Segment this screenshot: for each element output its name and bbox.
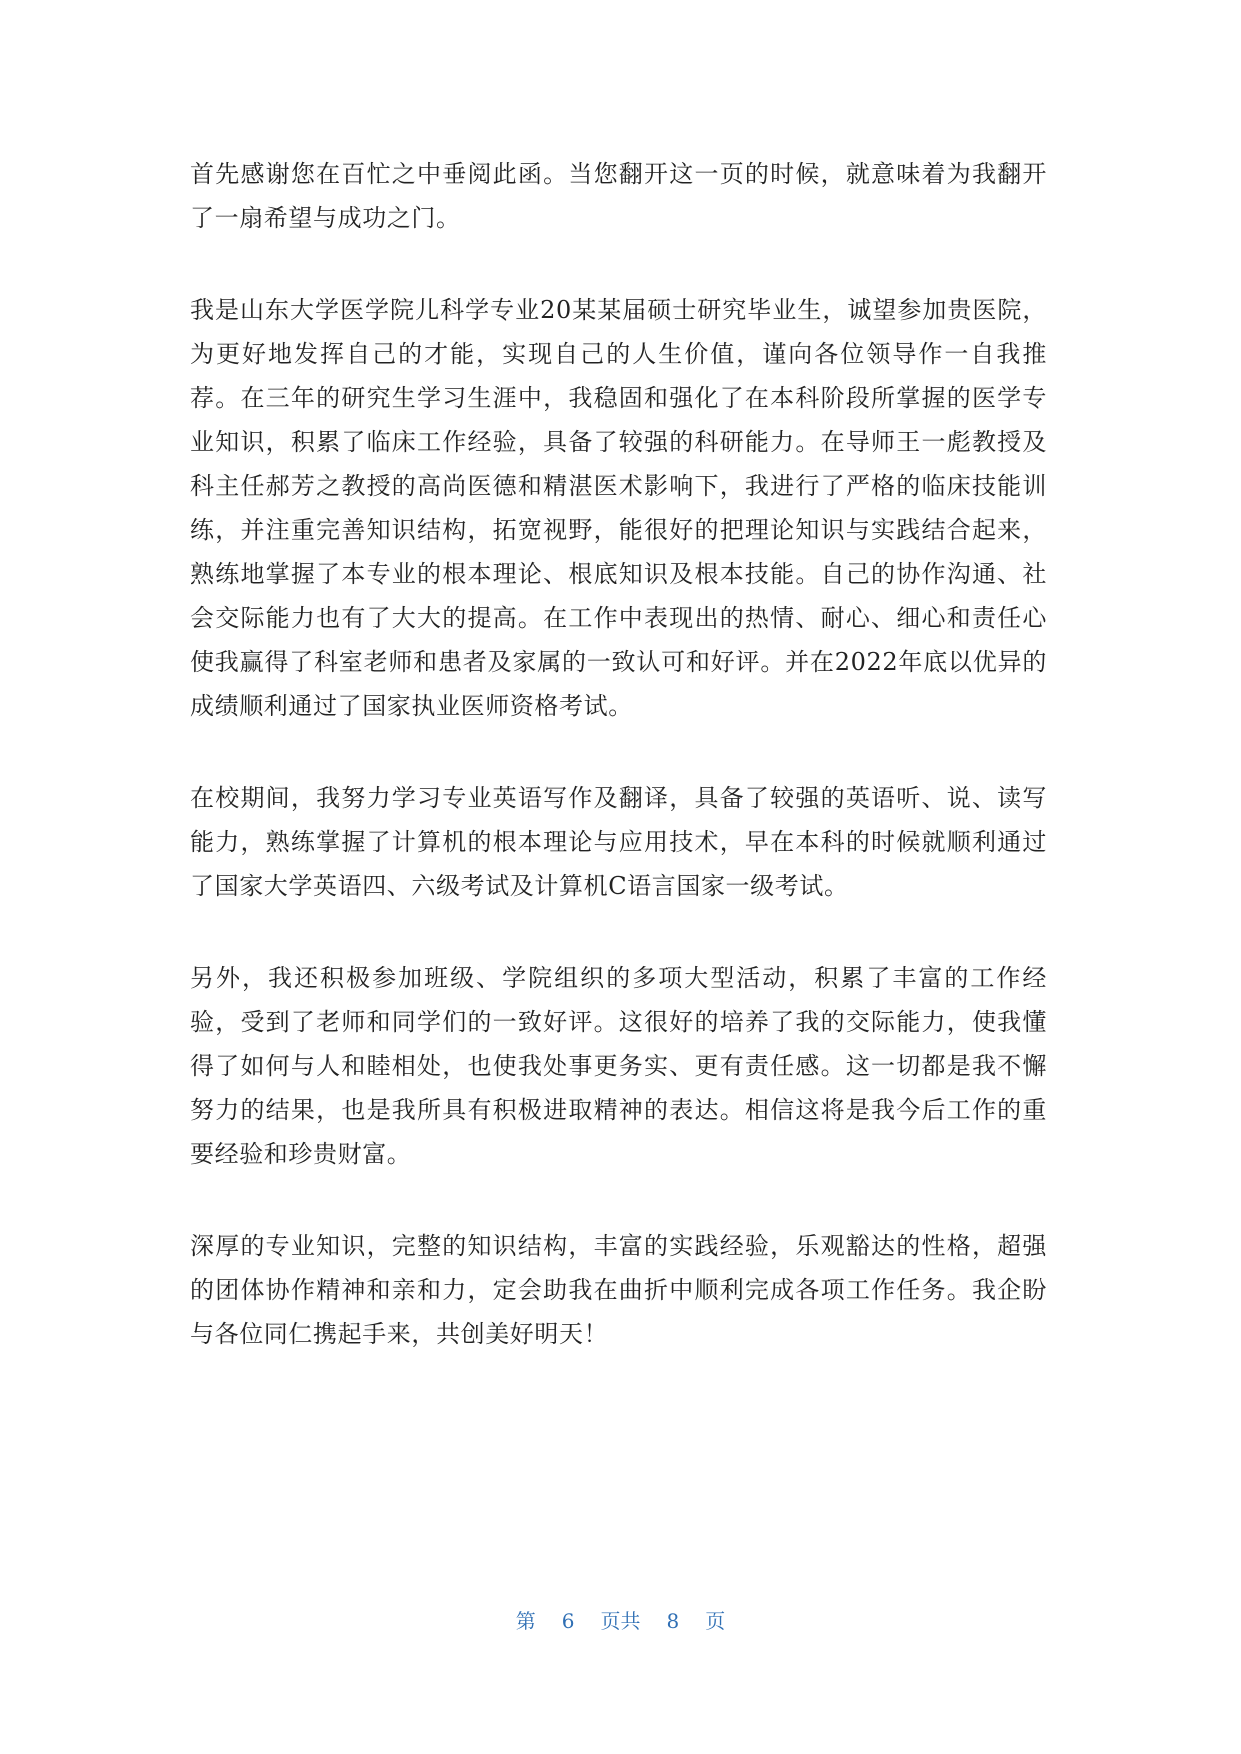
footer-middle: 页共 [600,1609,641,1633]
paragraph-skills: 在校期间，我努力学习专业英语写作及翻译，具备了较强的英语听、说、读写能力，熟练掌握了计算机的根本理论与应用技术，早在本科的时候就顺利通过了国家大学英语四、六级考试及计算机C语言国家一级考试。 [190,784,1047,900]
paragraph-intro: 首先感谢您在百忙之中垂阅此函。当您翻开这一页的时候，就意味着为我翻开了一扇希望与成功之门。 [190,160,1047,232]
paragraph-background: 我是山东大学医学院儿科学专业20某某届硕士研究毕业生，诚望参加贵医院，为更好地发挥自己的才能，实现自己的人生价值，谨向各位领导作一自我推荐。在三年的研究生学习生涯中，我稳固和强化了在本科阶段所掌握的医学专业知识，积累了临床工作经验，具备了较强的科研能力。在导师王一彪教授及科主任郝芳之教授的高尚医德和精湛医术影响下，我进行了严格的临床技能训练，并注重完善知识结构，拓宽视野，能很好的把理论知识与实践结合起来，熟练地掌握了本专业的根本理论、根底知识及根本技能。自己的协作沟通、社会交际能力也有了大大的提高。在工作中表现出的热情、耐心、细心和责任心使我赢得了科室老师和患者及家属的一致认可和好评。并在2022年底以优异的成绩顺利通过了国家执业医师资格考试。 [190,296,1047,720]
paragraph-closing: 深厚的专业知识，完整的知识结构，丰富的实践经验，乐观豁达的性格，超强的团体协作精神和亲和力，定会助我在曲折中顺利完成各项工作任务。我企盼与各位同仁携起手来，共创美好明天！ [190,1232,1047,1348]
paragraph-activities: 另外，我还积极参加班级、学院组织的多项大型活动，积累了丰富的工作经验，受到了老师和同学们的一致好评。这很好的培养了我的交际能力，使我懂得了如何与人和睦相处，也使我处事更务实、更有责任感。这一切都是我不懈努力的结果，也是我所具有积极进取精神的表达。相信这将是我今后工作的重要经验和珍贵财富。 [190,964,1047,1168]
letter-body [190,152,1047,1356]
footer-current-page: 6 [561,1609,575,1633]
footer-prefix: 第 [515,1609,536,1633]
footer-total-pages: 8 [666,1609,680,1633]
footer-suffix: 页 [705,1609,726,1633]
page-number-footer [0,1605,1241,1634]
